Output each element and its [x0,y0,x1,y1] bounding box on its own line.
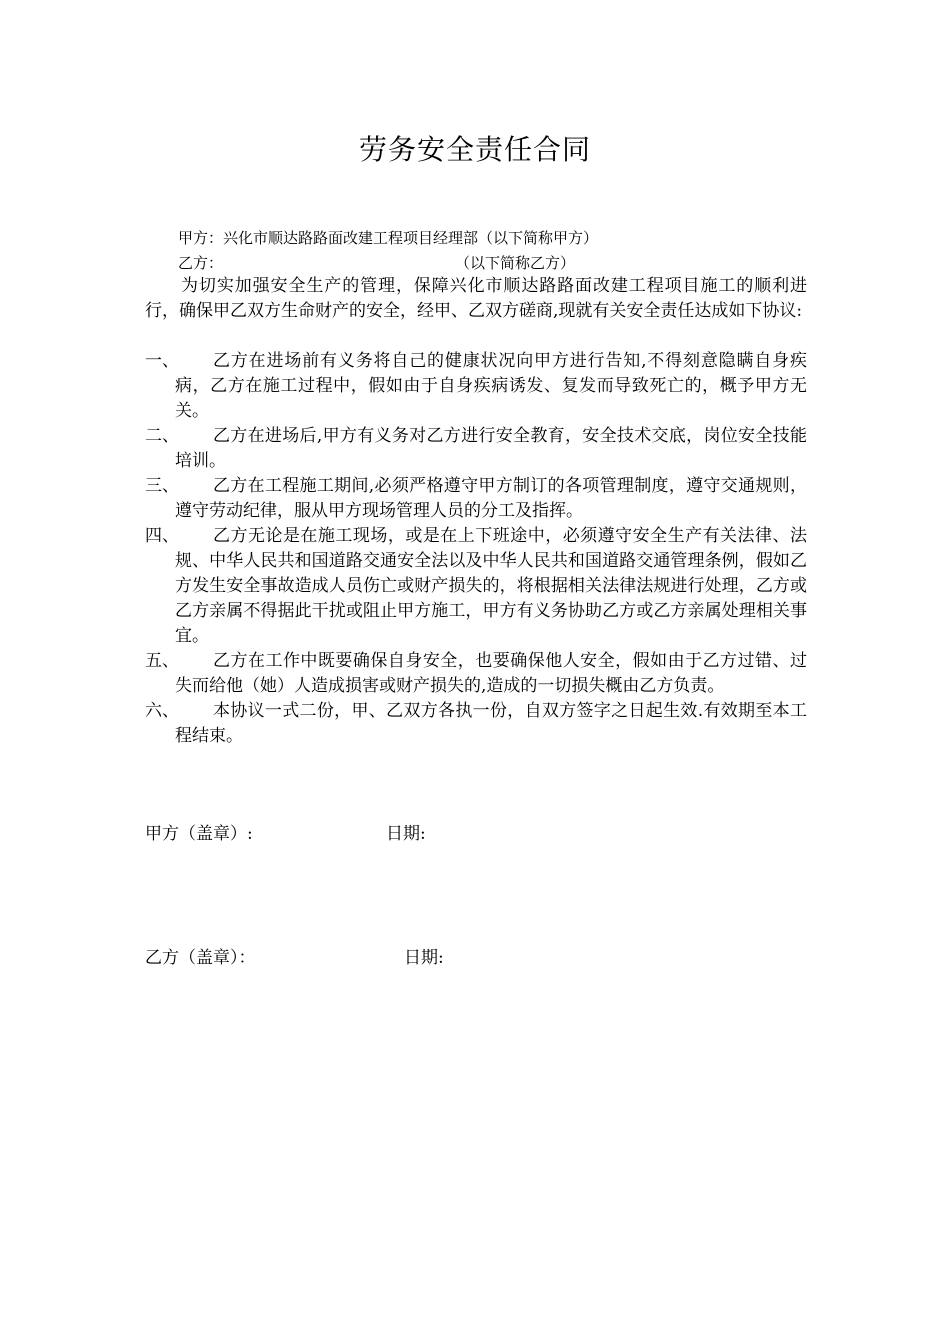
clause-number: 五、 [145,651,179,671]
party-a-line: 甲方：兴化市顺达路路面改建工程项目经理部（以下简称甲方） [178,229,599,247]
clause-list [145,349,807,749]
clause-item [145,699,807,749]
party-b-label: 乙方： [178,254,224,272]
party-a-seal-label: 甲方（盖章）: [145,824,253,844]
party-b-date-label: 日期: [404,948,444,968]
clause-number: 四、 [145,526,179,546]
clause-text: 乙方在工程施工期间,必须严格遵守甲方制订的各项管理制度，遵守交通规则，遵守劳动纪律，服从甲方现场管理人员的分工及指挥。 [175,476,807,521]
clause-number: 三、 [145,476,179,496]
clause-text: 乙方无论是在施工现场，或是在上下班途中，必须遵守安全生产有关法律、法规、中华人民共和国道路交通安全法以及中华人民共和国道路交通管理条例，假如乙方发生安全事故造成人员伤亡或财产损失的，将根据相关法律法规进行处理，乙方或乙方亲属不得据此干扰或阻止甲方施工，甲方有义务协助乙方或乙方亲属处理相关事宜。 [175,526,807,646]
clause-number: 二、 [145,426,179,446]
party-a-date-label: 日期: [386,824,426,844]
clause-number: 一、 [145,351,179,371]
clause-text: 乙方在进场前有义务将自己的健康状况向甲方进行告知,不得刻意隐瞒自身疾病，乙方在施工过程中，假如由于自身疾病诱发、复发而导致死亡的，概予甲方无关。 [175,351,807,421]
clause-item [145,349,807,424]
clause-text: 乙方在进场后,甲方有义务对乙方进行安全教育，安全技术交底，岗位安全技能培训。 [175,426,807,471]
clause-item [145,649,807,699]
clause-item [145,524,807,649]
clause-text: 乙方在工作中既要确保自身安全，也要确保他人安全，假如由于乙方过错、过失而给他（她）人造成损害或财产损失的,造成的一切损失概由乙方负责。 [175,651,807,696]
party-b-seal-label: 乙方（盖章）： [145,948,256,968]
clause-number: 六、 [145,701,179,721]
intro-paragraph: 为切实加强安全生产的管理，保障兴化市顺达路路面改建工程项目施工的顺利进行，确保甲乙双方生命财产的安全，经甲、乙双方磋商,现就有关安全责任达成如下协议: [145,276,807,321]
clause-text: 本协议一式二份，甲、乙双方各执一份，自双方签字之日起生效.有效期至本工程结束。 [175,701,807,746]
clause-item [145,474,807,524]
page-title: 劳务安全责任合同 [358,133,591,166]
party-b-note: （以下简称乙方） [455,254,576,272]
clause-item [145,424,807,474]
